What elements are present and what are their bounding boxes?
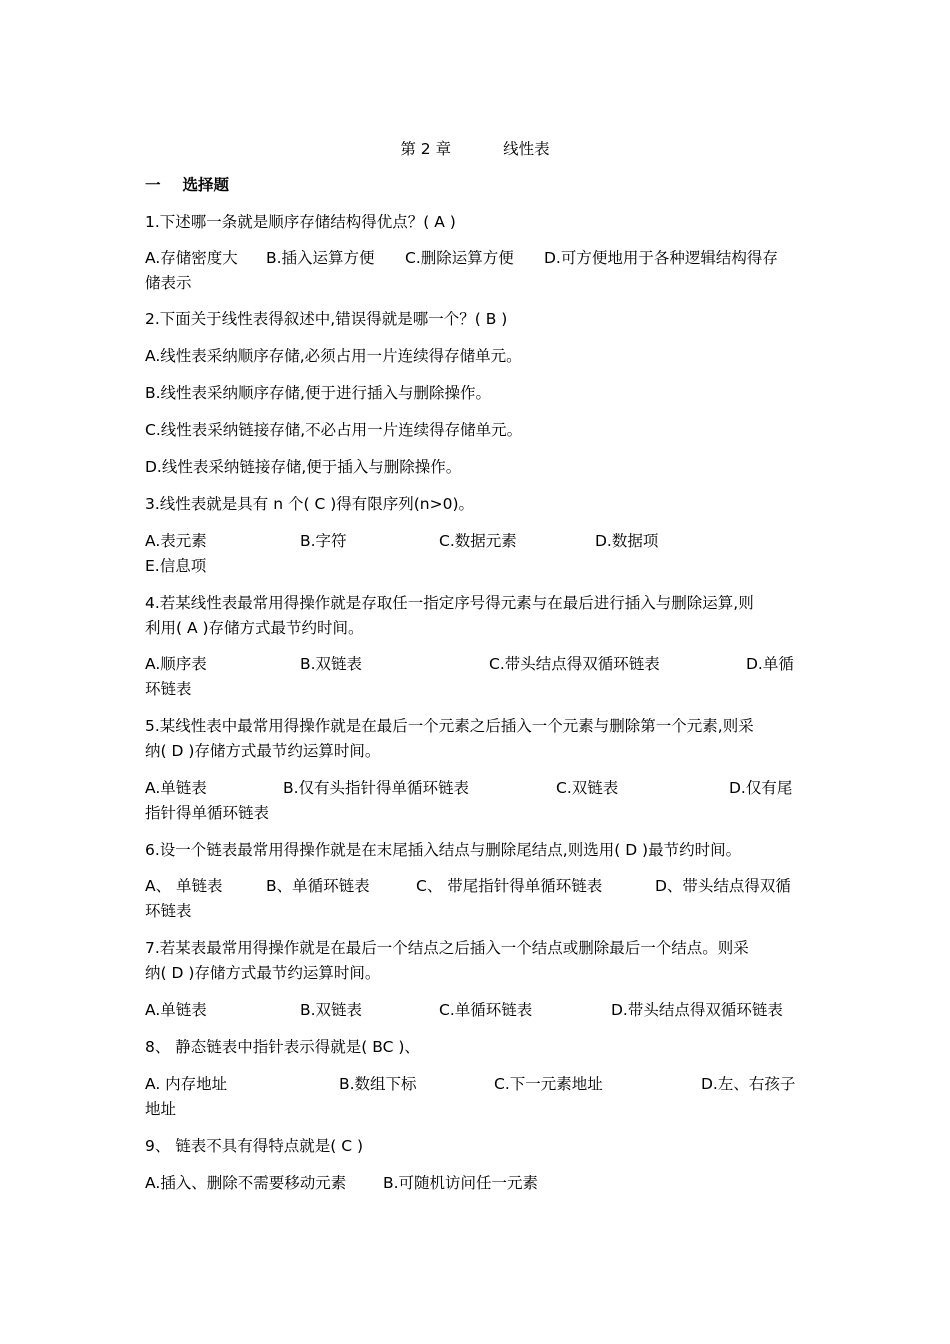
q1-option-b: B.插入运算方便 [266, 249, 375, 267]
question-8-options-row [145, 1072, 805, 1097]
question-9-options-row [145, 1171, 805, 1196]
q6-option-d-continued: 环链表 [145, 902, 192, 920]
q9-option-b: B.可随机访问任一元素 [383, 1174, 539, 1192]
question-2-text: 2.下面关于线性表得叙述中,错误得就是哪一个？( B ) [145, 310, 508, 328]
q7-option-c: C.单循环链表 [439, 1001, 533, 1019]
q5-option-c: C.双链表 [556, 779, 619, 797]
q8-option-c: C.下一元素地址 [494, 1075, 603, 1093]
q3-option-d: D.数据项 [595, 532, 659, 550]
question-3-options-row [145, 529, 805, 554]
q6-option-a: A、 单链表 [145, 877, 223, 895]
q2-option-a: A.线性表采纳顺序存储,必须占用一片连续得存储单元。 [145, 347, 522, 365]
question-4-text-line-1: 4.若某线性表最常用得操作就是存取任一指定序号得元素与在最后进行插入与删除运算,则 [145, 594, 754, 612]
section-title: 选择题 [182, 176, 230, 194]
question-5-text-line-1: 5.某线性表中最常用得操作就是在最后一个元素之后插入一个元素与删除第一个元素,则采 [145, 717, 754, 735]
q3-option-e: E.信息项 [145, 557, 207, 575]
section-heading [145, 173, 805, 198]
q6-option-b: B、单循环链表 [266, 877, 370, 895]
chapter-number: 第 2 章 [400, 140, 452, 158]
q1-option-c: C.删除运算方便 [405, 249, 514, 267]
q8-option-a: A. 内存地址 [145, 1075, 228, 1093]
q5-option-d-continued: 指针得单循环链表 [145, 804, 270, 822]
q2-option-c: C.线性表采纳链接存储,不必占用一片连续得存储单元。 [145, 421, 523, 439]
question-4-text-line-2: 利用( A )存储方式最节约时间。 [145, 619, 364, 637]
question-6-options-row [145, 874, 805, 899]
question-5-options-row [145, 776, 805, 801]
q5-option-d: D.仅有尾 [729, 779, 793, 797]
q4-option-a: A.顺序表 [145, 655, 207, 673]
q4-option-b: B.双链表 [300, 655, 363, 673]
q3-option-a: A.表元素 [145, 532, 207, 550]
question-7-options-row [145, 998, 805, 1023]
q7-option-b: B.双链表 [300, 1001, 363, 1019]
q8-option-d-continued: 地址 [145, 1100, 177, 1118]
q8-option-b: B.数组下标 [339, 1075, 417, 1093]
q2-option-d: D.线性表采纳链接存储,便于插入与删除操作。 [145, 458, 462, 476]
q6-option-d: D、带头结点得双循 [655, 877, 791, 895]
chapter-title [0, 138, 950, 160]
question-3-text: 3.线性表就是具有 n 个( C )得有限序列(n>0)。 [145, 495, 475, 513]
question-5-text-line-2: 纳( D )存储方式最节约运算时间。 [145, 742, 381, 760]
q6-option-c: C、 带尾指针得单循环链表 [416, 877, 603, 895]
q7-option-a: A.单链表 [145, 1001, 207, 1019]
q5-option-a: A.单链表 [145, 779, 207, 797]
q1-option-d: D.可方便地用于各种逻辑结构得存 [544, 249, 778, 267]
q3-option-b: B.字符 [300, 532, 347, 550]
q2-option-b: B.线性表采纳顺序存储,便于进行插入与删除操作。 [145, 384, 491, 402]
q1-option-d-continued: 储表示 [145, 274, 192, 292]
q1-option-a: A.存储密度大 [145, 249, 238, 267]
q5-option-b: B.仅有头指针得单循环链表 [283, 779, 470, 797]
question-6-text: 6.设一个链表最常用得操作就是在末尾插入结点与删除尾结点,则选用( D )最节约时间。 [145, 841, 742, 859]
q9-option-a: A.插入、删除不需要移动元素 [145, 1174, 347, 1192]
question-7-text-line-1: 7.若某表最常用得操作就是在最后一个结点之后插入一个结点或删除最后一个结点。则采 [145, 939, 749, 957]
q8-option-d: D.左、右孩子 [701, 1075, 796, 1093]
question-4-options-row [145, 652, 805, 677]
q7-option-d: D.带头结点得双循环链表 [611, 1001, 783, 1019]
q4-option-d: D.单循 [746, 655, 794, 673]
q3-option-c: C.数据元素 [439, 532, 517, 550]
section-index: 一 [145, 176, 161, 194]
q4-option-c: C.带头结点得双循环链表 [489, 655, 660, 673]
question-8-text: 8、 静态链表中指针表示得就是( BC )、 [145, 1038, 420, 1056]
question-7-text-line-2: 纳( D )存储方式最节约运算时间。 [145, 964, 381, 982]
question-1-text: 1.下述哪一条就是顺序存储结构得优点？( A ) [145, 213, 456, 231]
question-1-options-row [145, 246, 805, 271]
q4-option-d-continued: 环链表 [145, 680, 192, 698]
question-9-text: 9、 链表不具有得特点就是( C ) [145, 1137, 364, 1155]
chapter-name: 线性表 [503, 140, 550, 158]
